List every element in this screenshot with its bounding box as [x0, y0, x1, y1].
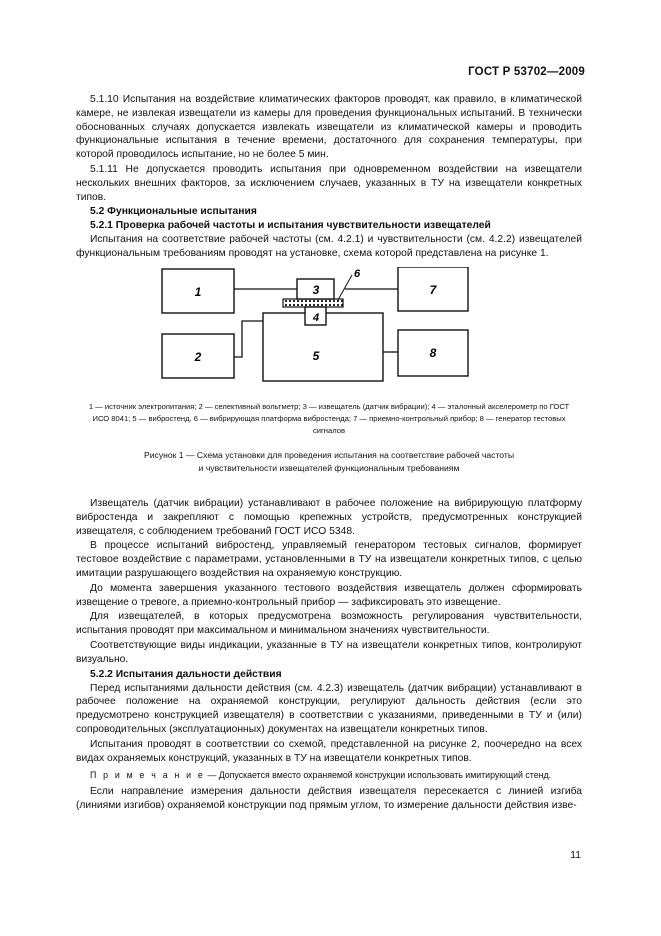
paragraph-5-1-10: 5.1.10 Испытания на воздействие климатических факторов проводят, как правило, в климатической камере, не извлекая извещатели из камеры для проведения функциональных испытаний. В технически обоснованных случаях допускается извлекать извещатели из климатической камеры и проводить функциональные испытания в течение времени, достаточного для сохранения температуры, при которой проводилось испытание, но не более 5 мин. — [76, 94, 582, 161]
document-header: ГОСТ Р 53702—2009 — [468, 66, 585, 78]
label-8: 8 — [429, 345, 437, 360]
paragraph-test-process: В процессе испытаний вибростенд, управляемый генератором тестовых сигналов, формирует тестовое воздействие с параметрами, установленными в ТУ на извещатели конкретных типов, с целью имитации разрушающего воздействия на охраняемую конструкцию. — [76, 540, 582, 579]
page-content — [76, 93, 582, 814]
section-heading-5-2-2: 5.2.2 Испытания дальности действия — [90, 668, 282, 680]
paragraph-5-2-2-procedure: Испытания проводят в соответствии со схемой, представленной на рисунке 2, поочередно на всех видах охраняемых конструкций, указанных в ТУ на извещатели конкретных типов. — [76, 738, 582, 764]
figure-1-caption-line1: Рисунок 1 — Схема установки для проведения испытания на соответствие рабочей частоты — [143, 449, 514, 460]
figure-1-legend: 1 — источник электропитания; 2 — селективный вольтметр; 3 — извещатель (датчик вибрации); 4 — эталонный акселерометр по ГОСТ ИСО 8041; 5 — вибростенд. 6 — вибрирующая платформа вибростенда; 7 — приемно-контрольный прибор; 8 — генератор тестовых сигналов — [88, 401, 570, 435]
paragraph-5-2-1-intro: Испытания на соответствие рабочей частоты (см. 4.2.1) и чувствительности (см. 4.2.2) извещателей функциональным требованиям проводят на установке, схема которой представлена на рисунке 1. — [76, 234, 582, 260]
paragraph-alarm: До момента завершения указанного тестового воздействия извещатель должен сформировать извещение о тревоге, а приемно-контрольный прибор — зафиксировать это извещение. — [76, 582, 582, 608]
paragraph-sensitivity: Для извещателей, в которых предусмотрена возможность регулирования чувствительности, испытания проводят при максимальном и минимальном значениях чувствительности. — [76, 611, 582, 637]
label-2: 2 — [194, 349, 202, 364]
paragraph-mounting: Извещатель (датчик вибрации) устанавливают в рабочее положение на вибрирующую платформу вибростенда и закрепляют с помощью крепежных устройств, предусмотренных конструкцией извещателя, с соблюдением требований ГОСТ ИСО 5348. — [76, 497, 582, 537]
note-label: П р и м е ч а н и е — [90, 770, 206, 781]
section-heading-5-2: 5.2 Функциональные испытания — [90, 206, 257, 218]
label-5: 5 — [312, 348, 320, 363]
leader-6 — [338, 275, 352, 300]
label-4: 4 — [312, 311, 320, 324]
label-3: 3 — [312, 282, 320, 297]
paragraph-5-1-11: 5.1.11 Не допускается проводить испытания при одновременном воздействии на извещатели нескольких внешних факторов, за исключением случаев, указанных в ТУ на извещатели конкретных типов. — [76, 163, 582, 203]
note-text: — Допускается вместо охраняемой конструкции использовать имитирующий стенд. — [205, 770, 552, 781]
label-6: 6 — [353, 267, 361, 280]
paragraph-indication: Соответствующие виды индикации, указанные в ТУ на извещатели конкретных типов, контролируют визуально. — [76, 639, 582, 665]
label-7: 7 — [429, 282, 437, 297]
vibrating-platform — [283, 299, 343, 307]
page-number: 11 — [570, 850, 581, 861]
paragraph-last: Если направление измерения дальности действия извещателя пересекается с линией изгиба (линиями изгибов) охраняемой конструкции под прямым углом, то измерение дальности действия изве- — [76, 786, 582, 812]
figure-1-svg — [76, 267, 582, 395]
figure-1-diagram — [76, 267, 582, 395]
paragraph-5-2-2-intro: Перед испытаниями дальности действия (см. 4.2.3) извещатель (датчик вибрации) устанавливают в рабочее положение на охраняемой конструкции, регулируют дальность действия (если это предусмотрено конструкцией извещателя) в соответствии с указаниями, приведенными в ТУ и (или) сопроводительных (эксплуатационных) документах на извещатели конкретных типов. — [76, 682, 582, 735]
label-1: 1 — [194, 284, 202, 299]
spacer — [76, 475, 582, 497]
note — [76, 768, 582, 782]
figure-1-caption — [76, 449, 582, 475]
figure-1-caption-line2: и чувствительности извещателей функциональным требованиям — [198, 462, 460, 473]
section-heading-5-2-1: 5.2.1 Проверка рабочей частоты и испытания чувствительности извещателей — [90, 220, 491, 232]
